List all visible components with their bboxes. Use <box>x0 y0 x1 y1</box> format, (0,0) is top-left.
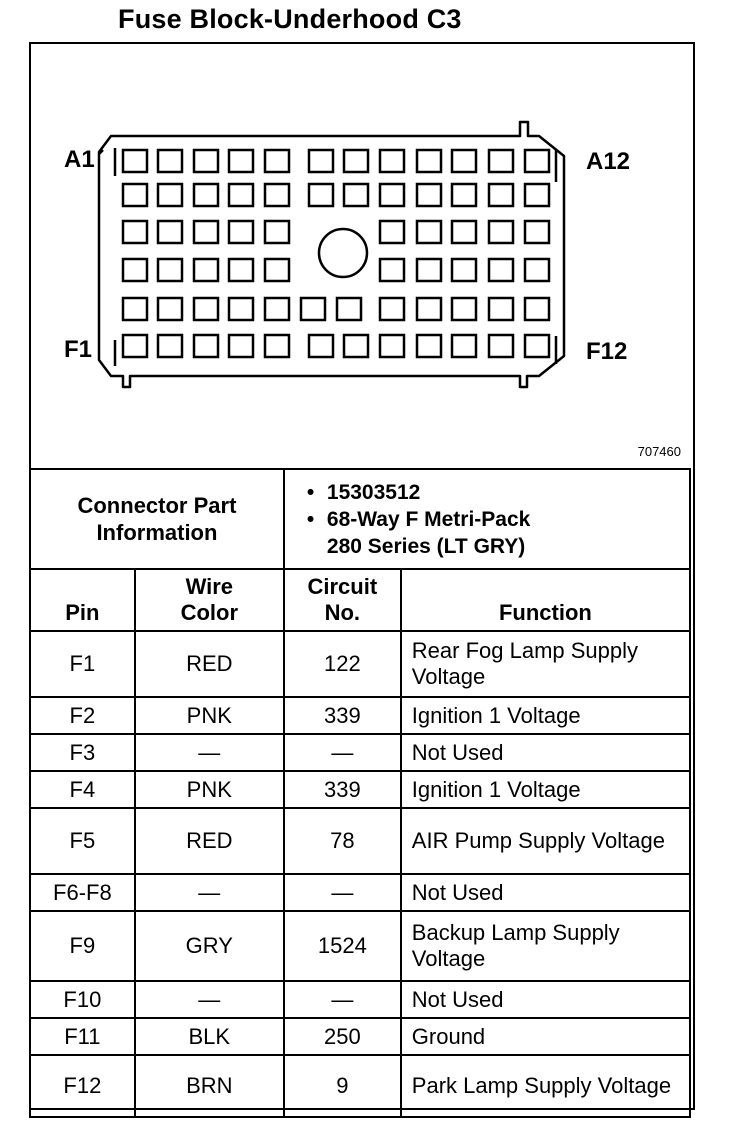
pin-cavity-c9 <box>489 221 513 243</box>
pin-cavity-f11 <box>489 335 513 357</box>
diagram-id: 707460 <box>637 444 681 459</box>
pin-cavity-a11 <box>489 150 513 172</box>
header-function: Function <box>401 569 690 631</box>
pin-cavity-b3 <box>194 184 218 206</box>
connector-diagram <box>31 44 693 468</box>
pin-cavity-a12 <box>525 150 549 172</box>
pin-cavity-c3 <box>194 221 218 243</box>
pin-cavity-b12 <box>525 184 549 206</box>
header-circuit: Circuit No. <box>284 569 401 631</box>
label-a12: A12 <box>586 148 631 175</box>
pin-cavity-e8 <box>380 298 404 320</box>
circuit-cell: 339 <box>284 697 401 734</box>
table-row <box>30 697 690 734</box>
function-cell: Not Used <box>401 981 690 1018</box>
pin-cavity-a3 <box>194 150 218 172</box>
circuit-cell: 1524 <box>284 911 401 981</box>
function-cell: Rear Fog Lamp Supply Voltage <box>401 631 690 697</box>
pin-cell: F12 <box>30 1055 135 1117</box>
circuit-cell: — <box>284 874 401 911</box>
pin-cavity-d1 <box>123 259 147 281</box>
function-cell: Backup Lamp Supply Voltage <box>401 911 690 981</box>
connector-series: 280 Series (LT GRY) <box>326 534 526 558</box>
circuit-cell: 339 <box>284 771 401 808</box>
pinout-table <box>29 468 691 1118</box>
circuit-cell: 9 <box>284 1055 401 1117</box>
function-cell: Ignition 1 Voltage <box>401 697 690 734</box>
pin-cavity-b10 <box>452 184 476 206</box>
wire-color-cell: — <box>135 981 284 1018</box>
header-wire-color: Wire Color <box>135 569 284 631</box>
table-row <box>30 631 690 697</box>
pin-cavity-d8 <box>452 259 476 281</box>
table-row <box>30 911 690 981</box>
pin-cavity-d3 <box>194 259 218 281</box>
pin-cavity-f9 <box>417 335 441 357</box>
table-row <box>30 771 690 808</box>
pin-cavity-a10 <box>452 150 476 172</box>
header-row <box>30 569 690 631</box>
wire-color-cell: GRY <box>135 911 284 981</box>
pin-cavity-a1 <box>123 150 147 172</box>
pin-cavity-f5 <box>265 335 289 357</box>
pin-cavity-f7 <box>344 335 368 357</box>
wire-color-cell: PNK <box>135 771 284 808</box>
connector-frame <box>29 42 695 1110</box>
pin-cavity-f4 <box>229 335 253 357</box>
connector-face-svg <box>31 44 693 468</box>
circuit-cell: — <box>284 734 401 771</box>
wire-color-cell: BLK <box>135 1018 284 1055</box>
pin-cavity-d6 <box>380 259 404 281</box>
pin-cavity-f10 <box>452 335 476 357</box>
pin-cavity-e2 <box>158 298 182 320</box>
pin-cell: F4 <box>30 771 135 808</box>
pin-cavity-e1 <box>123 298 147 320</box>
pin-cavity-e3 <box>194 298 218 320</box>
function-cell: Not Used <box>401 734 690 771</box>
circuit-cell: 122 <box>284 631 401 697</box>
pin-cavity-a6 <box>309 150 333 172</box>
pin-cavity-b5 <box>265 184 289 206</box>
pin-cavity-c6 <box>380 221 404 243</box>
table-row <box>30 808 690 874</box>
pin-cavity-e7 <box>337 298 361 320</box>
pin-cavity-e4 <box>229 298 253 320</box>
label-f1: F1 <box>64 336 93 363</box>
function-cell: AIR Pump Supply Voltage <box>401 808 690 874</box>
pin-cavity-a8 <box>380 150 404 172</box>
function-cell: Ignition 1 Voltage <box>401 771 690 808</box>
function-cell: Not Used <box>401 874 690 911</box>
page-title: Fuse Block-Underhood C3 <box>118 4 462 34</box>
label-a1: A1 <box>64 146 95 173</box>
pin-cavity-a7 <box>344 150 368 172</box>
table-row <box>30 1018 690 1055</box>
pin-cavity-c4 <box>229 221 253 243</box>
pin-cell: F1 <box>30 631 135 697</box>
pin-cavity-f12 <box>525 335 549 357</box>
pin-cavity-b6 <box>309 184 333 206</box>
pin-cavity-e5 <box>265 298 289 320</box>
pin-cavity-d10 <box>525 259 549 281</box>
function-cell: Park Lamp Supply Voltage <box>401 1055 690 1117</box>
pin-cavity-e9 <box>417 298 441 320</box>
circuit-cell: 250 <box>284 1018 401 1055</box>
table-body <box>30 631 690 1117</box>
pin-cavity-f1 <box>123 335 147 357</box>
wire-color-cell: — <box>135 734 284 771</box>
connector-info-heading <box>30 469 284 569</box>
pin-cavity-d4 <box>229 259 253 281</box>
pin-cell: F6-F8 <box>30 874 135 911</box>
connector-info-list <box>284 469 690 569</box>
pin-cell: F11 <box>30 1018 135 1055</box>
pin-cavity-c2 <box>158 221 182 243</box>
pin-cell: F10 <box>30 981 135 1018</box>
pin-cavity-f6 <box>309 335 333 357</box>
table-row <box>30 734 690 771</box>
pin-cavity-d9 <box>489 259 513 281</box>
connector-info-heading-text: Connector Part Information <box>77 493 237 545</box>
pin-cell: F2 <box>30 697 135 734</box>
pin-cavity-f2 <box>158 335 182 357</box>
pin-cavity-c10 <box>525 221 549 243</box>
pin-cavity-b11 <box>489 184 513 206</box>
pin-cavity-b1 <box>123 184 147 206</box>
header-pin: Pin <box>30 569 135 631</box>
table-row <box>30 1055 690 1117</box>
pin-cavity-b2 <box>158 184 182 206</box>
circuit-cell: 78 <box>284 808 401 874</box>
pin-cavity-a5 <box>265 150 289 172</box>
pin-cavity-b7 <box>344 184 368 206</box>
pin-cavity-c8 <box>452 221 476 243</box>
pin-cell: F5 <box>30 808 135 874</box>
label-f12: F12 <box>586 338 628 365</box>
pin-cavity-c7 <box>417 221 441 243</box>
function-cell: Ground <box>401 1018 690 1055</box>
pin-cell: F3 <box>30 734 135 771</box>
connector-info-row <box>30 469 690 569</box>
pin-cavity-d2 <box>158 259 182 281</box>
pin-cavity-d7 <box>417 259 441 281</box>
pin-cavity-f8 <box>380 335 404 357</box>
pin-cavity-a4 <box>229 150 253 172</box>
pin-cavity-a9 <box>417 150 441 172</box>
pin-cavity-d5 <box>265 259 289 281</box>
pin-cell: F9 <box>30 911 135 981</box>
pin-cavity-c5 <box>265 221 289 243</box>
pin-cavity-b9 <box>417 184 441 206</box>
pin-cavity-e10 <box>452 298 476 320</box>
connector-type: • 68-Way F Metri-Pack <box>327 506 689 533</box>
circuit-cell: — <box>284 981 401 1018</box>
wire-color-cell: RED <box>135 808 284 874</box>
pin-cavity-a2 <box>158 150 182 172</box>
pin-cavity-c1 <box>123 221 147 243</box>
table-row <box>30 874 690 911</box>
pin-cavity-e6 <box>301 298 325 320</box>
pin-cavity-e12 <box>525 298 549 320</box>
wire-color-cell: BRN <box>135 1055 284 1117</box>
wire-color-cell: — <box>135 874 284 911</box>
pin-cavity-b8 <box>380 184 404 206</box>
wire-color-cell: PNK <box>135 697 284 734</box>
pin-cavity-e11 <box>489 298 513 320</box>
wire-color-cell: RED <box>135 631 284 697</box>
part-number: • 15303512 <box>327 479 689 506</box>
table-row <box>30 981 690 1018</box>
pin-cavity-b4 <box>229 184 253 206</box>
pin-cavity-f3 <box>194 335 218 357</box>
